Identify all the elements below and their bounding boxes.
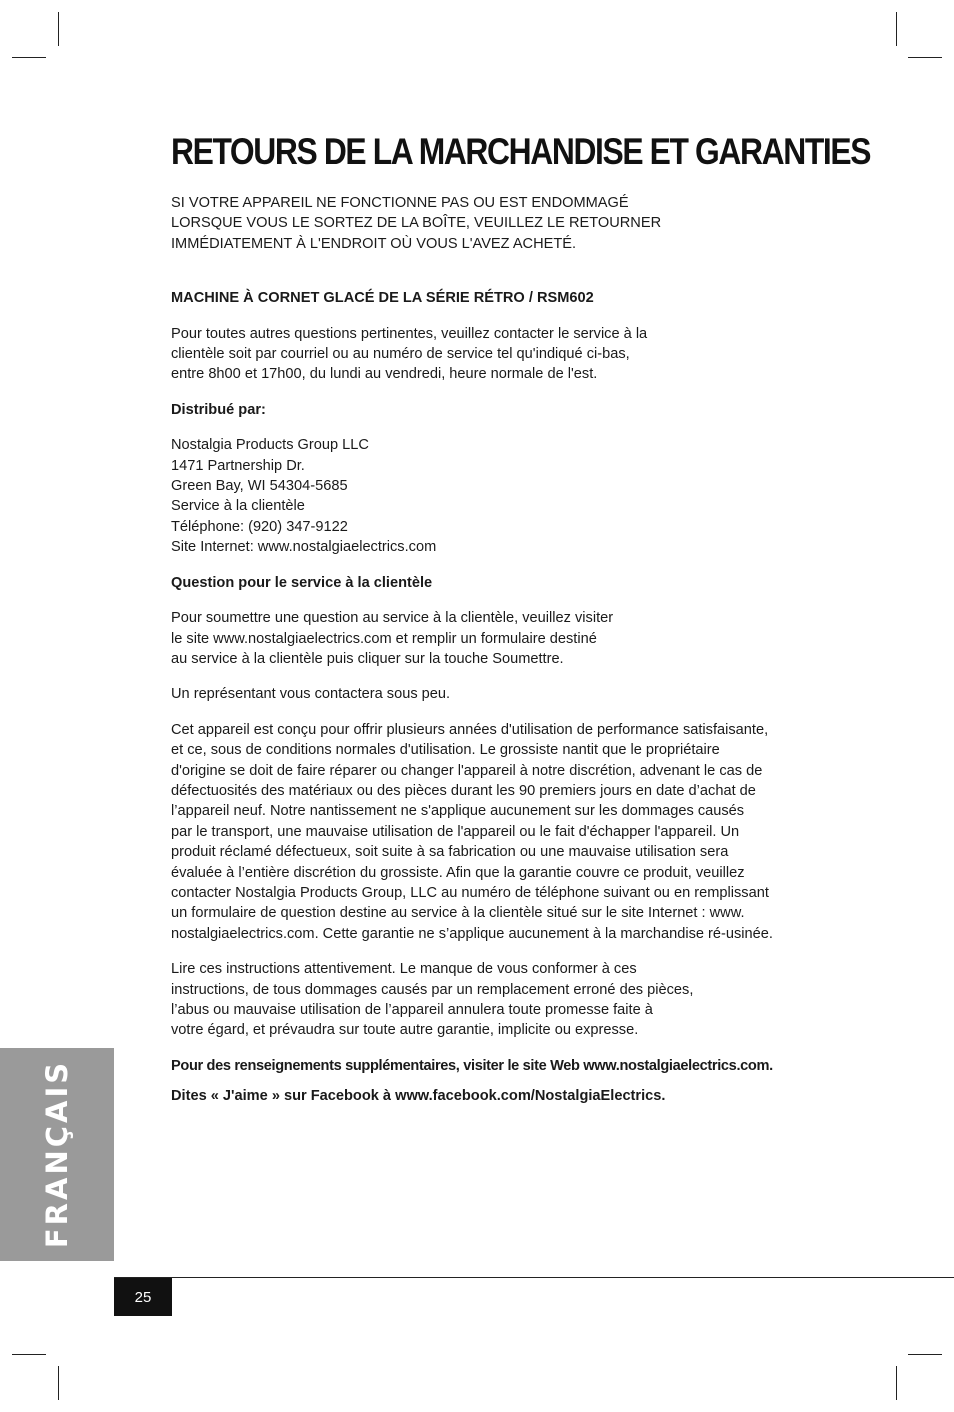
instructions-paragraph: Lire ces instructions attentivement. Le manque de vous conformer à ces instructions, de tous dommages causés par un remplacement erroné des pièces, l’abus ou mauvaise utilisation de l’appareil annulera toute promesse faite à votre égard, et prévaudra sur toute autre garantie, implicite ou expresse. xyxy=(171,961,694,1039)
page-number: 25 xyxy=(114,1278,172,1316)
distributor-heading: Distribué par: xyxy=(171,401,266,418)
representative-text: Un représentant vous contactera sous peu. xyxy=(171,686,451,703)
side-tab-label: FRANÇAIS xyxy=(40,1059,74,1249)
page-title: RETOURS DE LA MARCHANDISE ET GARANTIES xyxy=(171,131,871,172)
crop-mark-top-right-h xyxy=(908,57,942,58)
footer-rule xyxy=(114,1277,954,1278)
crop-mark-bottom-right-h xyxy=(908,1354,942,1355)
crop-mark-bottom-right-v xyxy=(896,1366,897,1400)
crop-mark-top-left-v xyxy=(58,12,59,46)
service-heading: Question pour le service à la clientèle xyxy=(171,574,433,591)
facebook-text: Dites « J'aime » sur Facebook à www.facebook.com/NostalgiaElectrics. xyxy=(171,1088,666,1105)
warranty-paragraph: Cet appareil est conçu pour offrir plusieurs années d'utilisation de performance satisfaisante, et ce, sous de conditions normales d'utilisation. Le grossiste nantit que le propriétaire d'origine se doit de faire réparer ou changer l'appareil à notre discrétion, advenant le cas de défectuosités des matériaux ou des pièces durant les 90 premiers jours en date d’achat de l’appareil neuf. Notre nantissement ne s'applique aucunement sur les dommages causés par le transport, une mauvaise utilisation de l'appareil ou le fait d'échapper l'appareil. Un produit réclamé défectueux, soit suite à sa fabrication ou une mauvaise utilisation sera évaluée à l’entière discrétion du grossiste. Afin que la garantie couvre ce produit, veuillez contacter Nostalgia Products Group, LLC au numéro de téléphone suivant ou en remplissant un formulaire de question destine au service à la clientèle situé sur le site Internet : www. nostalgiaelectrics.com. Cette garantie ne s’applique aucunement à la marchandise ré-usinée. xyxy=(171,721,773,942)
crop-mark-top-left-h xyxy=(12,57,46,58)
questions-paragraph: Pour toutes autres questions pertinentes, veuillez contacter le service à la clientèle soit par courriel ou au numéro de service tel qu'indiqué ci-bas, entre 8h00 et 17h00, du lundi au vendredi, heure normale de l'est. xyxy=(171,325,648,383)
more-info-text: Pour des renseignements supplémentaires, visiter le site Web www.nostalgiaelectrics.com. xyxy=(171,1057,773,1074)
page-content xyxy=(171,128,871,1107)
crop-mark-bottom-left-h xyxy=(12,1354,46,1355)
service-paragraph: Pour soumettre une question au service à la clientèle, veuillez visiter le site www.nostalgiaelectrics.com et remplir un formulaire destiné au service à la clientèle puis cliquer sur la touche Soumettre. xyxy=(171,610,614,667)
crop-mark-bottom-left-v xyxy=(58,1366,59,1400)
language-side-tab xyxy=(0,1048,114,1261)
intro-paragraph: SI VOTRE APPAREIL NE FONCTIONNE PAS OU EST ENDOMMAGÉ LORSQUE VOUS LE SORTEZ DE LA BOÎTE, VEUILLEZ LE RETOURNER IMMÉDIATEMENT À L'ENDROIT OÙ VOUS L'AVEZ ACHETÉ. xyxy=(171,195,662,252)
product-heading: MACHINE À CORNET GLACÉ DE LA SÉRIE RÉTRO / RSM602 xyxy=(171,290,594,307)
crop-mark-top-right-v xyxy=(896,12,897,46)
distributor-address: Nostalgia Products Group LLC 1471 Partnership Dr. Green Bay, WI 54304-5685 Service à la clientèle Téléphone: (920) 347-9122 Site Internet: www.nostalgiaelectrics.com xyxy=(171,437,437,556)
